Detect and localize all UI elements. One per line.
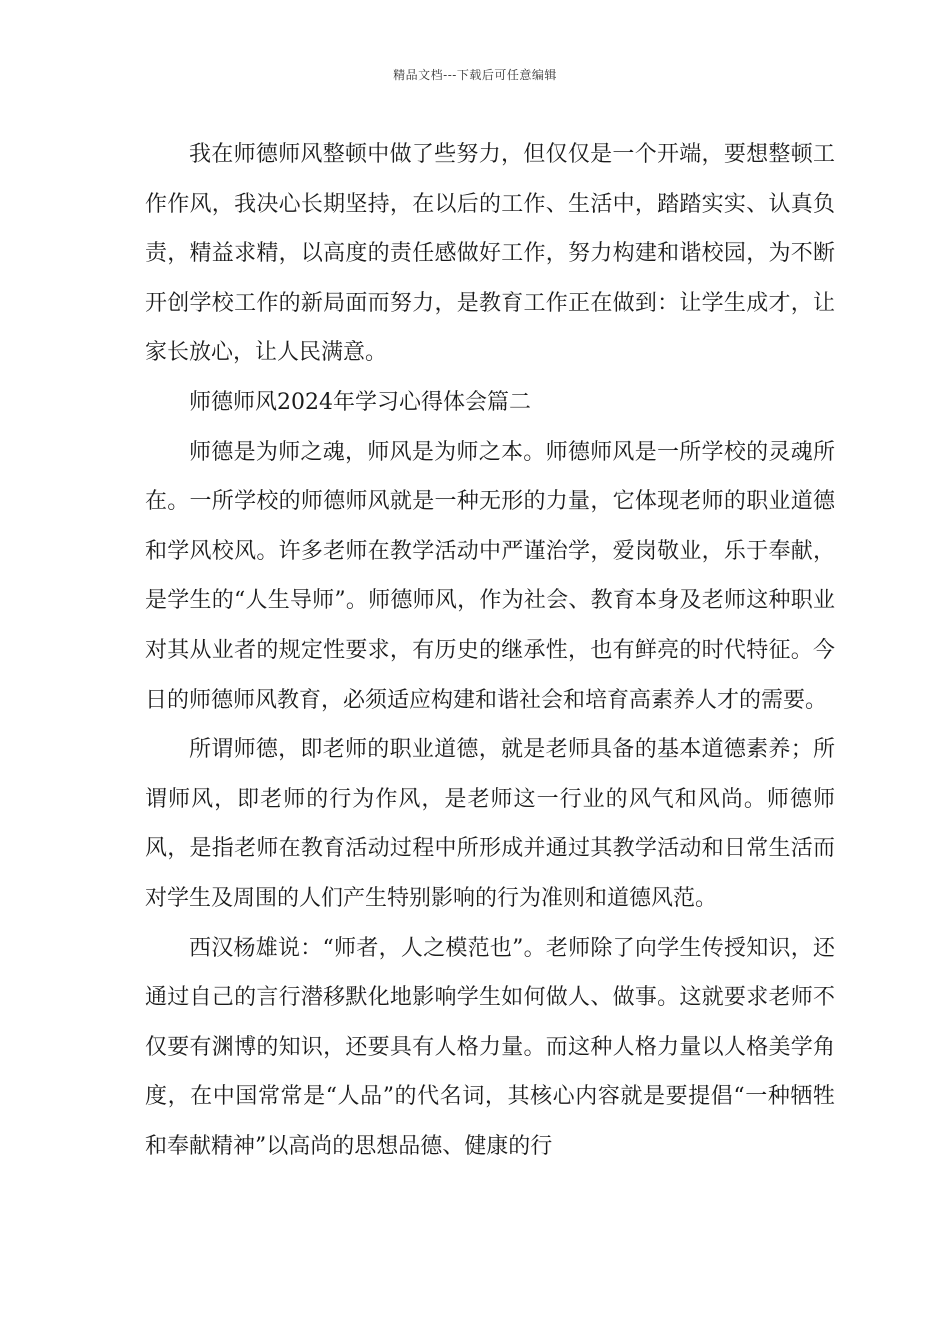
paragraph-closing-commitment: 我在师德师风整顿中做了些努力，但仅仅是一个开端，要想整顿工作作风，我决心长期坚持，在以后的工作、生活中，踏踏实实、认真负责，精益求精，以高度的责任感做好工作，努力构建和谐校园，为不断开创学校工作的新局面而努力，是教育工作正在做到：让学生成才，让家长放心，让人民满意。	[145, 142, 835, 366]
page-header: 精品文档---下载后可任意编辑	[393, 68, 557, 82]
paragraph-yang-xiong-quote: 西汉杨雄说：“师者，人之模范也”。老师除了向学生传授知识，还通过自己的言行潜移默化地影响学生如何做人、做事。这就要求老师不仅要有渊博的知识，还要具有人格力量。而这种人格力量以人格美学角度，在中国常常是“人品”的代名词，其核心内容就是要提倡“一种牺牲和奉献精神”以高尚的思想品德、健康的行	[145, 935, 835, 1159]
paragraph-teacher-ethics-intro: 师德是为师之魂，师风是为师之本。师德师风是一所学校的灵魂所在。一所学校的师德师风就是一种无形的力量，它体现老师的职业道德和学风校风。许多老师在教学活动中严谨治学，爱岗敬业，乐于奉献，是学生的“人生导师”。师德师风，作为社会、教育本身及老师这种职业对其从业者的规定性要求，有历史的继承性，也有鲜亮的时代特征。今日的师德师风教育，必须适应构建和谐社会和培育高素养人才的需要。	[145, 439, 835, 713]
section-heading: 师德师风2024年学习心得体会篇二	[189, 389, 531, 415]
paragraph-ethics-definition: 所谓师德，即老师的职业道德，就是老师具备的基本道德素养；所谓师风，即老师的行为作风，是老师这一行业的风气和风尚。师德师风，是指老师在教育活动过程中所形成并通过其教学活动和日常生活而对学生及周围的人们产生特别影响的行为准则和道德风范。	[145, 737, 835, 911]
document-body	[145, 130, 835, 1171]
